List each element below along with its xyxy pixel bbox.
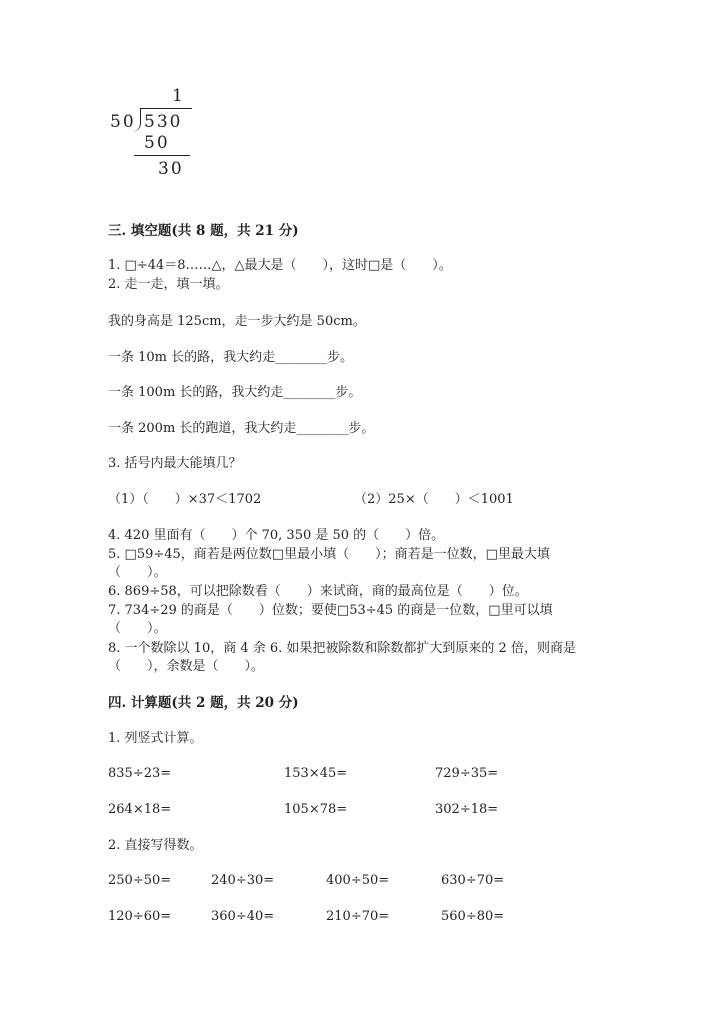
- vertical-calc-item: 835÷23=: [108, 766, 172, 781]
- division-quotient: 1: [172, 86, 185, 106]
- question-3-5-line2: （ ）。: [108, 565, 167, 580]
- question-3-3-b: （2）25×（ ）＜1001: [354, 492, 514, 507]
- question-3-6: 6. 869÷58，可以把除数看（ ）来试商，商的最高位是（ ）位。: [108, 584, 528, 599]
- division-step-product: 50: [144, 133, 170, 153]
- division-step-bar: [134, 155, 190, 156]
- question-3-2-c: 一条 200m 长的跑道，我大约走________步。: [108, 421, 375, 436]
- question-3-8-line1: 8. 一个数除以 10，商 4 余 6. 如果把被除数和除数都扩大到原来的 2 倍，则商是: [108, 641, 576, 656]
- mental-calc-item: 360÷40=: [211, 909, 275, 924]
- vertical-calc-item: 264×18=: [108, 802, 172, 817]
- vertical-calc-item: 302÷18=: [435, 802, 499, 817]
- question-3-3: 3. 括号内最大能填几？: [108, 456, 242, 471]
- question-3-5-line1: 5. □59÷45，商若是两位数□里最小填（ ）；商若是一位数，□里最大填: [108, 547, 550, 562]
- mental-calc-item: 400÷50=: [326, 873, 390, 888]
- vertical-calc-item: 729÷35=: [435, 766, 499, 781]
- vertical-calc-item: 153×45=: [284, 766, 348, 781]
- mental-calc-item: 630÷70=: [441, 873, 505, 888]
- question-3-2: 2. 走一走，填一填。: [108, 277, 229, 292]
- question-3-7-line2: （ ）。: [108, 621, 167, 636]
- division-dividend: 530: [144, 112, 183, 132]
- question-3-2-info: 我的身高是 125cm，走一步大约是 50cm。: [108, 314, 366, 329]
- question-3-3-a: （1）（ ）×37＜1702: [108, 492, 262, 507]
- question-3-8-line2: （ ），余数是（ ）。: [108, 659, 265, 674]
- section-4-title: 四. 计算题(共 2 题，共 20 分): [108, 695, 299, 711]
- question-3-2-a: 一条 10m 长的路，我大约走________步。: [108, 350, 354, 365]
- division-remainder: 30: [158, 159, 184, 179]
- mental-calc-item: 560÷80=: [441, 909, 505, 924]
- question-3-4: 4. 420 里面有（ ）个 70, 350 是 50 的（ ）倍。: [108, 528, 445, 543]
- problem-4-2-title: 2. 直接写得数。: [108, 838, 203, 853]
- division-divisor: 50: [110, 112, 136, 132]
- division-bracket: [132, 108, 141, 132]
- section-3-title: 三. 填空题(共 8 题，共 21 分): [108, 223, 299, 239]
- mental-calc-item: 210÷70=: [326, 909, 390, 924]
- mental-calc-item: 120÷60=: [108, 909, 172, 924]
- question-3-7-line1: 7. 734÷29 的商是（ ）位数；要使□53÷45 的商是一位数，□里可以填: [108, 603, 553, 618]
- mental-calc-item: 240÷30=: [211, 873, 275, 888]
- division-top-bar: [140, 108, 192, 109]
- long-division-figure: [110, 84, 210, 184]
- problem-4-1-title: 1. 列竖式计算。: [108, 731, 203, 746]
- vertical-calc-item: 105×78=: [284, 802, 348, 817]
- question-3-2-b: 一条 100m 长的路，我大约走________步。: [108, 385, 362, 400]
- question-3-1: 1. □÷44＝8……△，△最大是（ ），这时□是（ ）。: [108, 258, 452, 273]
- mental-calc-item: 250÷50=: [108, 873, 172, 888]
